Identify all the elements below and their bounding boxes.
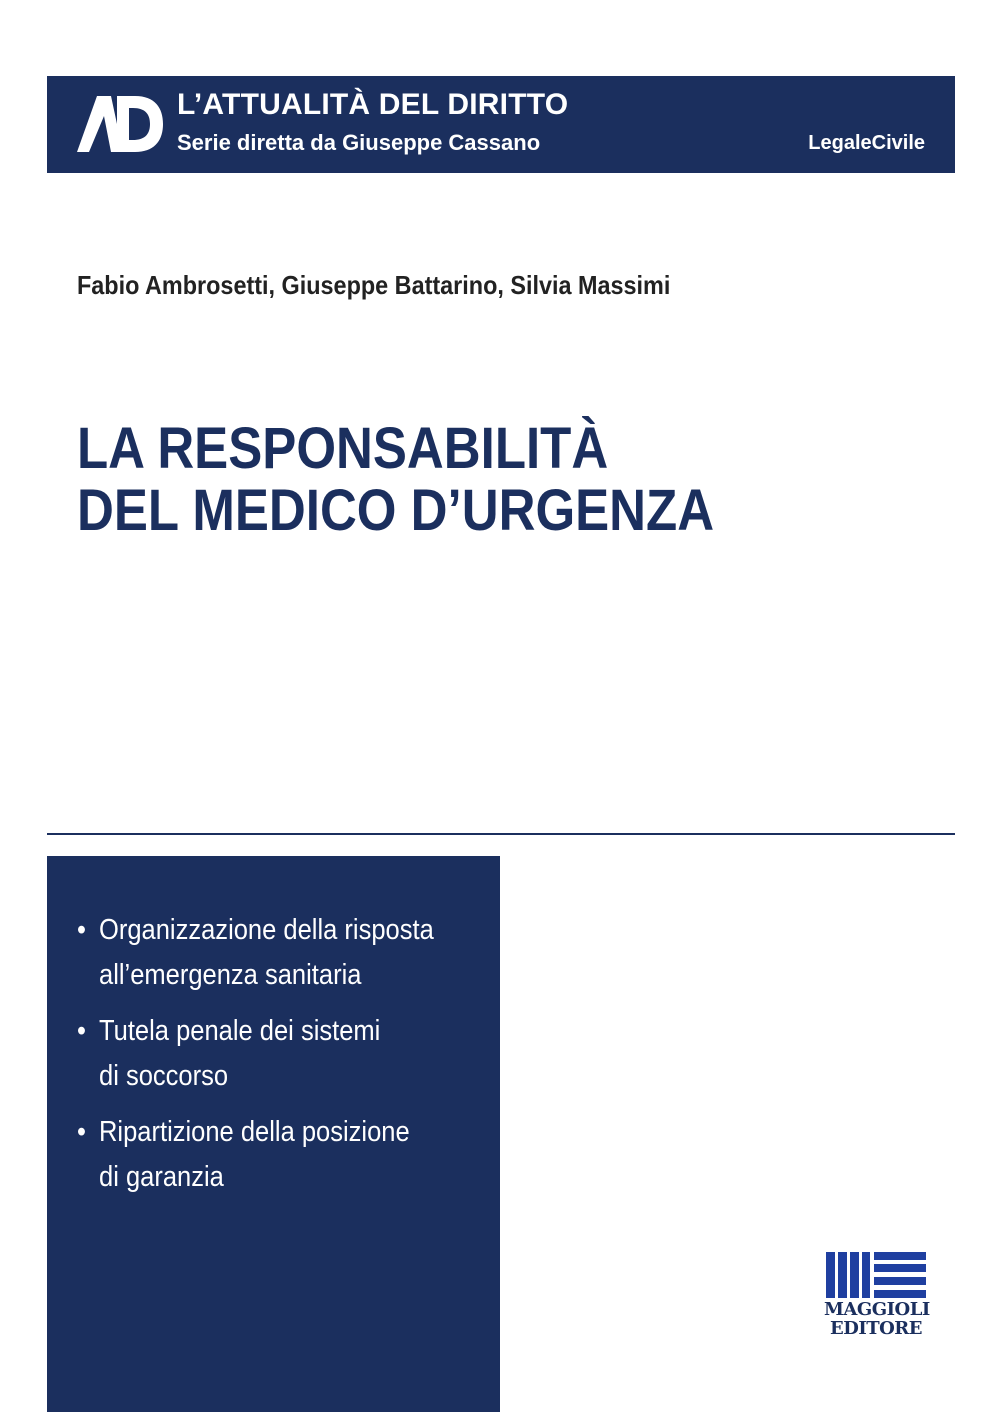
series-header-band xyxy=(47,76,955,173)
ad-logo-icon xyxy=(77,96,163,152)
horizontal-divider xyxy=(47,833,955,835)
feature-item xyxy=(77,1110,521,1200)
feature-text: Organizzazione della risposta all’emergenza sanitaria xyxy=(99,914,434,991)
maggioli-mark-icon xyxy=(824,1250,928,1300)
publisher-name-line-1: MAGGIOLI xyxy=(824,1299,930,1320)
book-title-line-2: DEL MEDICO D’URGENZA xyxy=(77,478,715,543)
features-panel xyxy=(47,856,500,1412)
feature-text: Tutela penale dei sistemi di soccorso xyxy=(99,1015,381,1092)
series-subtitle: Serie diretta da Giuseppe Cassano xyxy=(177,130,541,155)
book-title-line-1: LA RESPONSABILITÀ xyxy=(77,416,609,481)
book-title xyxy=(77,418,714,542)
collection-label: LegaleCivile xyxy=(808,132,925,154)
bullet-icon: • xyxy=(77,1116,86,1148)
publisher-name xyxy=(824,1300,928,1338)
feature-text: Ripartizione della posizione di garanzia xyxy=(99,1116,410,1193)
series-title: L’ATTUALITÀ DEL DIRITTO xyxy=(177,88,569,121)
feature-item xyxy=(77,908,521,998)
bullet-icon: • xyxy=(77,914,86,946)
bullet-icon: • xyxy=(77,1015,86,1047)
publisher-name-line-2: EDITORE xyxy=(829,1318,922,1339)
features-list xyxy=(77,908,521,1211)
publisher-logo xyxy=(824,1250,928,1342)
authors-line: Fabio Ambrosetti, Giuseppe Battarino, Silvia Massimi xyxy=(77,270,671,300)
feature-item xyxy=(77,1009,521,1099)
